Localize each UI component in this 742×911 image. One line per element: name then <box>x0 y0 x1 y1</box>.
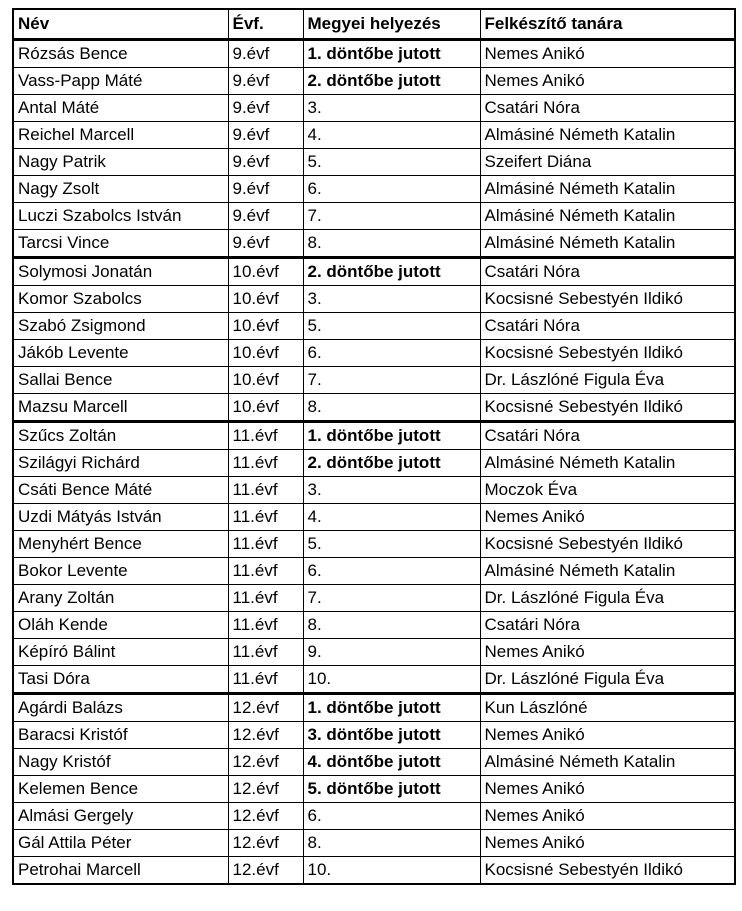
teacher-cell: Nemes Anikó <box>480 40 735 68</box>
student-name-cell: Szilágyi Richárd <box>13 450 228 477</box>
grade-year-cell: 9.évf <box>228 203 303 230</box>
grade-year-cell: 10.évf <box>228 286 303 313</box>
table-row <box>13 694 735 722</box>
student-name-cell: Csáti Bence Máté <box>13 477 228 504</box>
grade-year-cell: 11.évf <box>228 639 303 666</box>
placement-cell: 5. <box>303 313 480 340</box>
student-name-cell: Szűcs Zoltán <box>13 422 228 450</box>
table-row <box>13 286 735 313</box>
teacher-cell: Csatári Nóra <box>480 95 735 122</box>
teacher-cell: Almásiné Németh Katalin <box>480 450 735 477</box>
placement-cell: 4. <box>303 504 480 531</box>
table-row <box>13 749 735 776</box>
grade-year-cell: 9.évf <box>228 176 303 203</box>
grade-year-cell: 12.évf <box>228 694 303 722</box>
teacher-cell: Dr. Lászlóné Figula Éva <box>480 367 735 394</box>
placement-cell: 8. <box>303 394 480 422</box>
table-row <box>13 639 735 666</box>
student-name-cell: Almási Gergely <box>13 803 228 830</box>
table-row <box>13 722 735 749</box>
grade-year-cell: 11.évf <box>228 666 303 694</box>
table-row <box>13 585 735 612</box>
student-name-cell: Petrohai Marcell <box>13 857 228 885</box>
grade-year-cell: 10.évf <box>228 394 303 422</box>
grade-year-cell: 9.évf <box>228 122 303 149</box>
grade-year-cell: 12.évf <box>228 722 303 749</box>
student-name-cell: Kelemen Bence <box>13 776 228 803</box>
grade-year-cell: 11.évf <box>228 558 303 585</box>
placement-cell: 10. <box>303 666 480 694</box>
student-name-cell: Sallai Bence <box>13 367 228 394</box>
grade-year-cell: 9.évf <box>228 230 303 258</box>
teacher-cell: Almásiné Németh Katalin <box>480 749 735 776</box>
table-row <box>13 230 735 258</box>
placement-cell: 3. <box>303 286 480 313</box>
placement-cell: 1. döntőbe jutott <box>303 694 480 722</box>
table-row <box>13 340 735 367</box>
teacher-cell: Nemes Anikó <box>480 504 735 531</box>
placement-cell: 2. döntőbe jutott <box>303 258 480 286</box>
student-name-cell: Nagy Zsolt <box>13 176 228 203</box>
placement-cell: 2. döntőbe jutott <box>303 68 480 95</box>
placement-cell: 8. <box>303 230 480 258</box>
teacher-cell: Almásiné Németh Katalin <box>480 558 735 585</box>
teacher-cell: Csatári Nóra <box>480 313 735 340</box>
table-row <box>13 857 735 885</box>
teacher-cell: Kun Lászlóné <box>480 694 735 722</box>
teacher-cell: Moczok Éva <box>480 477 735 504</box>
placement-cell: 5. döntőbe jutott <box>303 776 480 803</box>
student-name-cell: Oláh Kende <box>13 612 228 639</box>
table-row <box>13 313 735 340</box>
header-placement: Megyei helyezés <box>303 9 480 40</box>
grade-year-cell: 11.évf <box>228 531 303 558</box>
table-row <box>13 504 735 531</box>
table-row <box>13 203 735 230</box>
grade-year-cell: 12.évf <box>228 803 303 830</box>
student-name-cell: Képíró Bálint <box>13 639 228 666</box>
teacher-cell: Kocsisné Sebestyén Ildikó <box>480 531 735 558</box>
placement-cell: 10. <box>303 857 480 885</box>
table-row <box>13 367 735 394</box>
student-name-cell: Nagy Patrik <box>13 149 228 176</box>
teacher-cell: Nemes Anikó <box>480 776 735 803</box>
teacher-cell: Almásiné Németh Katalin <box>480 122 735 149</box>
placement-cell: 7. <box>303 585 480 612</box>
placement-cell: 8. <box>303 612 480 639</box>
grade-year-cell: 9.évf <box>228 68 303 95</box>
student-name-cell: Arany Zoltán <box>13 585 228 612</box>
table-body <box>13 40 735 885</box>
grade-year-cell: 11.évf <box>228 612 303 639</box>
placement-cell: 6. <box>303 176 480 203</box>
table-row <box>13 95 735 122</box>
student-name-cell: Komor Szabolcs <box>13 286 228 313</box>
table-row <box>13 531 735 558</box>
table-row <box>13 450 735 477</box>
header-teacher: Felkészítő tanára <box>480 9 735 40</box>
placement-cell: 7. <box>303 367 480 394</box>
placement-cell: 7. <box>303 203 480 230</box>
placement-cell: 3. <box>303 95 480 122</box>
placement-cell: 3. <box>303 477 480 504</box>
placement-cell: 5. <box>303 531 480 558</box>
placement-cell: 5. <box>303 149 480 176</box>
table-row <box>13 122 735 149</box>
student-name-cell: Szabó Zsigmond <box>13 313 228 340</box>
table-row <box>13 803 735 830</box>
grade-year-cell: 11.évf <box>228 422 303 450</box>
table-row <box>13 666 735 694</box>
table-row <box>13 394 735 422</box>
teacher-cell: Kocsisné Sebestyén Ildikó <box>480 340 735 367</box>
grade-year-cell: 11.évf <box>228 585 303 612</box>
table-row <box>13 176 735 203</box>
teacher-cell: Csatári Nóra <box>480 612 735 639</box>
placement-cell: 2. döntőbe jutott <box>303 450 480 477</box>
table-row <box>13 830 735 857</box>
grade-year-cell: 9.évf <box>228 149 303 176</box>
student-name-cell: Tasi Dóra <box>13 666 228 694</box>
grade-year-cell: 11.évf <box>228 504 303 531</box>
grade-year-cell: 10.évf <box>228 313 303 340</box>
student-name-cell: Tarcsi Vince <box>13 230 228 258</box>
student-name-cell: Luczi Szabolcs István <box>13 203 228 230</box>
teacher-cell: Nemes Anikó <box>480 722 735 749</box>
placement-cell: 6. <box>303 340 480 367</box>
placement-cell: 6. <box>303 558 480 585</box>
student-name-cell: Uzdi Mátyás István <box>13 504 228 531</box>
table-row <box>13 558 735 585</box>
placement-cell: 4. <box>303 122 480 149</box>
teacher-cell: Csatári Nóra <box>480 258 735 286</box>
placement-cell: 8. <box>303 830 480 857</box>
table-row <box>13 258 735 286</box>
header-name: Név <box>13 9 228 40</box>
grade-year-cell: 9.évf <box>228 40 303 68</box>
student-name-cell: Menyhért Bence <box>13 531 228 558</box>
grade-year-cell: 12.évf <box>228 830 303 857</box>
teacher-cell: Csatári Nóra <box>480 422 735 450</box>
placement-cell: 9. <box>303 639 480 666</box>
student-name-cell: Nagy Kristóf <box>13 749 228 776</box>
student-name-cell: Baracsi Kristóf <box>13 722 228 749</box>
student-name-cell: Gál Attila Péter <box>13 830 228 857</box>
grade-year-cell: 10.évf <box>228 340 303 367</box>
teacher-cell: Almásiné Németh Katalin <box>480 176 735 203</box>
student-name-cell: Agárdi Balázs <box>13 694 228 722</box>
teacher-cell: Dr. Lászlóné Figula Éva <box>480 666 735 694</box>
grade-year-cell: 11.évf <box>228 477 303 504</box>
teacher-cell: Nemes Anikó <box>480 803 735 830</box>
placement-cell: 1. döntőbe jutott <box>303 422 480 450</box>
teacher-cell: Kocsisné Sebestyén Ildikó <box>480 394 735 422</box>
teacher-cell: Nemes Anikó <box>480 830 735 857</box>
grade-year-cell: 10.évf <box>228 258 303 286</box>
grade-year-cell: 9.évf <box>228 95 303 122</box>
teacher-cell: Kocsisné Sebestyén Ildikó <box>480 857 735 885</box>
student-name-cell: Solymosi Jonatán <box>13 258 228 286</box>
grade-year-cell: 12.évf <box>228 749 303 776</box>
teacher-cell: Almásiné Németh Katalin <box>480 230 735 258</box>
table-row <box>13 40 735 68</box>
table-row <box>13 612 735 639</box>
table-row <box>13 68 735 95</box>
student-name-cell: Antal Máté <box>13 95 228 122</box>
grade-year-cell: 10.évf <box>228 367 303 394</box>
grade-year-cell: 12.évf <box>228 857 303 885</box>
student-name-cell: Reichel Marcell <box>13 122 228 149</box>
teacher-cell: Nemes Anikó <box>480 68 735 95</box>
header-row <box>13 9 735 40</box>
teacher-cell: Dr. Lászlóné Figula Éva <box>480 585 735 612</box>
placement-cell: 3. döntőbe jutott <box>303 722 480 749</box>
table-row <box>13 776 735 803</box>
header-year: Évf. <box>228 9 303 40</box>
teacher-cell: Kocsisné Sebestyén Ildikó <box>480 286 735 313</box>
grade-year-cell: 12.évf <box>228 776 303 803</box>
teacher-cell: Almásiné Németh Katalin <box>480 203 735 230</box>
student-name-cell: Jákób Levente <box>13 340 228 367</box>
table-row <box>13 422 735 450</box>
teacher-cell: Szeifert Diána <box>480 149 735 176</box>
placement-cell: 4. döntőbe jutott <box>303 749 480 776</box>
placement-cell: 6. <box>303 803 480 830</box>
student-name-cell: Bokor Levente <box>13 558 228 585</box>
student-name-cell: Vass-Papp Máté <box>13 68 228 95</box>
table-row <box>13 477 735 504</box>
teacher-cell: Nemes Anikó <box>480 639 735 666</box>
student-name-cell: Rózsás Bence <box>13 40 228 68</box>
grade-year-cell: 11.évf <box>228 450 303 477</box>
student-name-cell: Mazsu Marcell <box>13 394 228 422</box>
table-row <box>13 149 735 176</box>
results-table <box>12 8 736 885</box>
placement-cell: 1. döntőbe jutott <box>303 40 480 68</box>
